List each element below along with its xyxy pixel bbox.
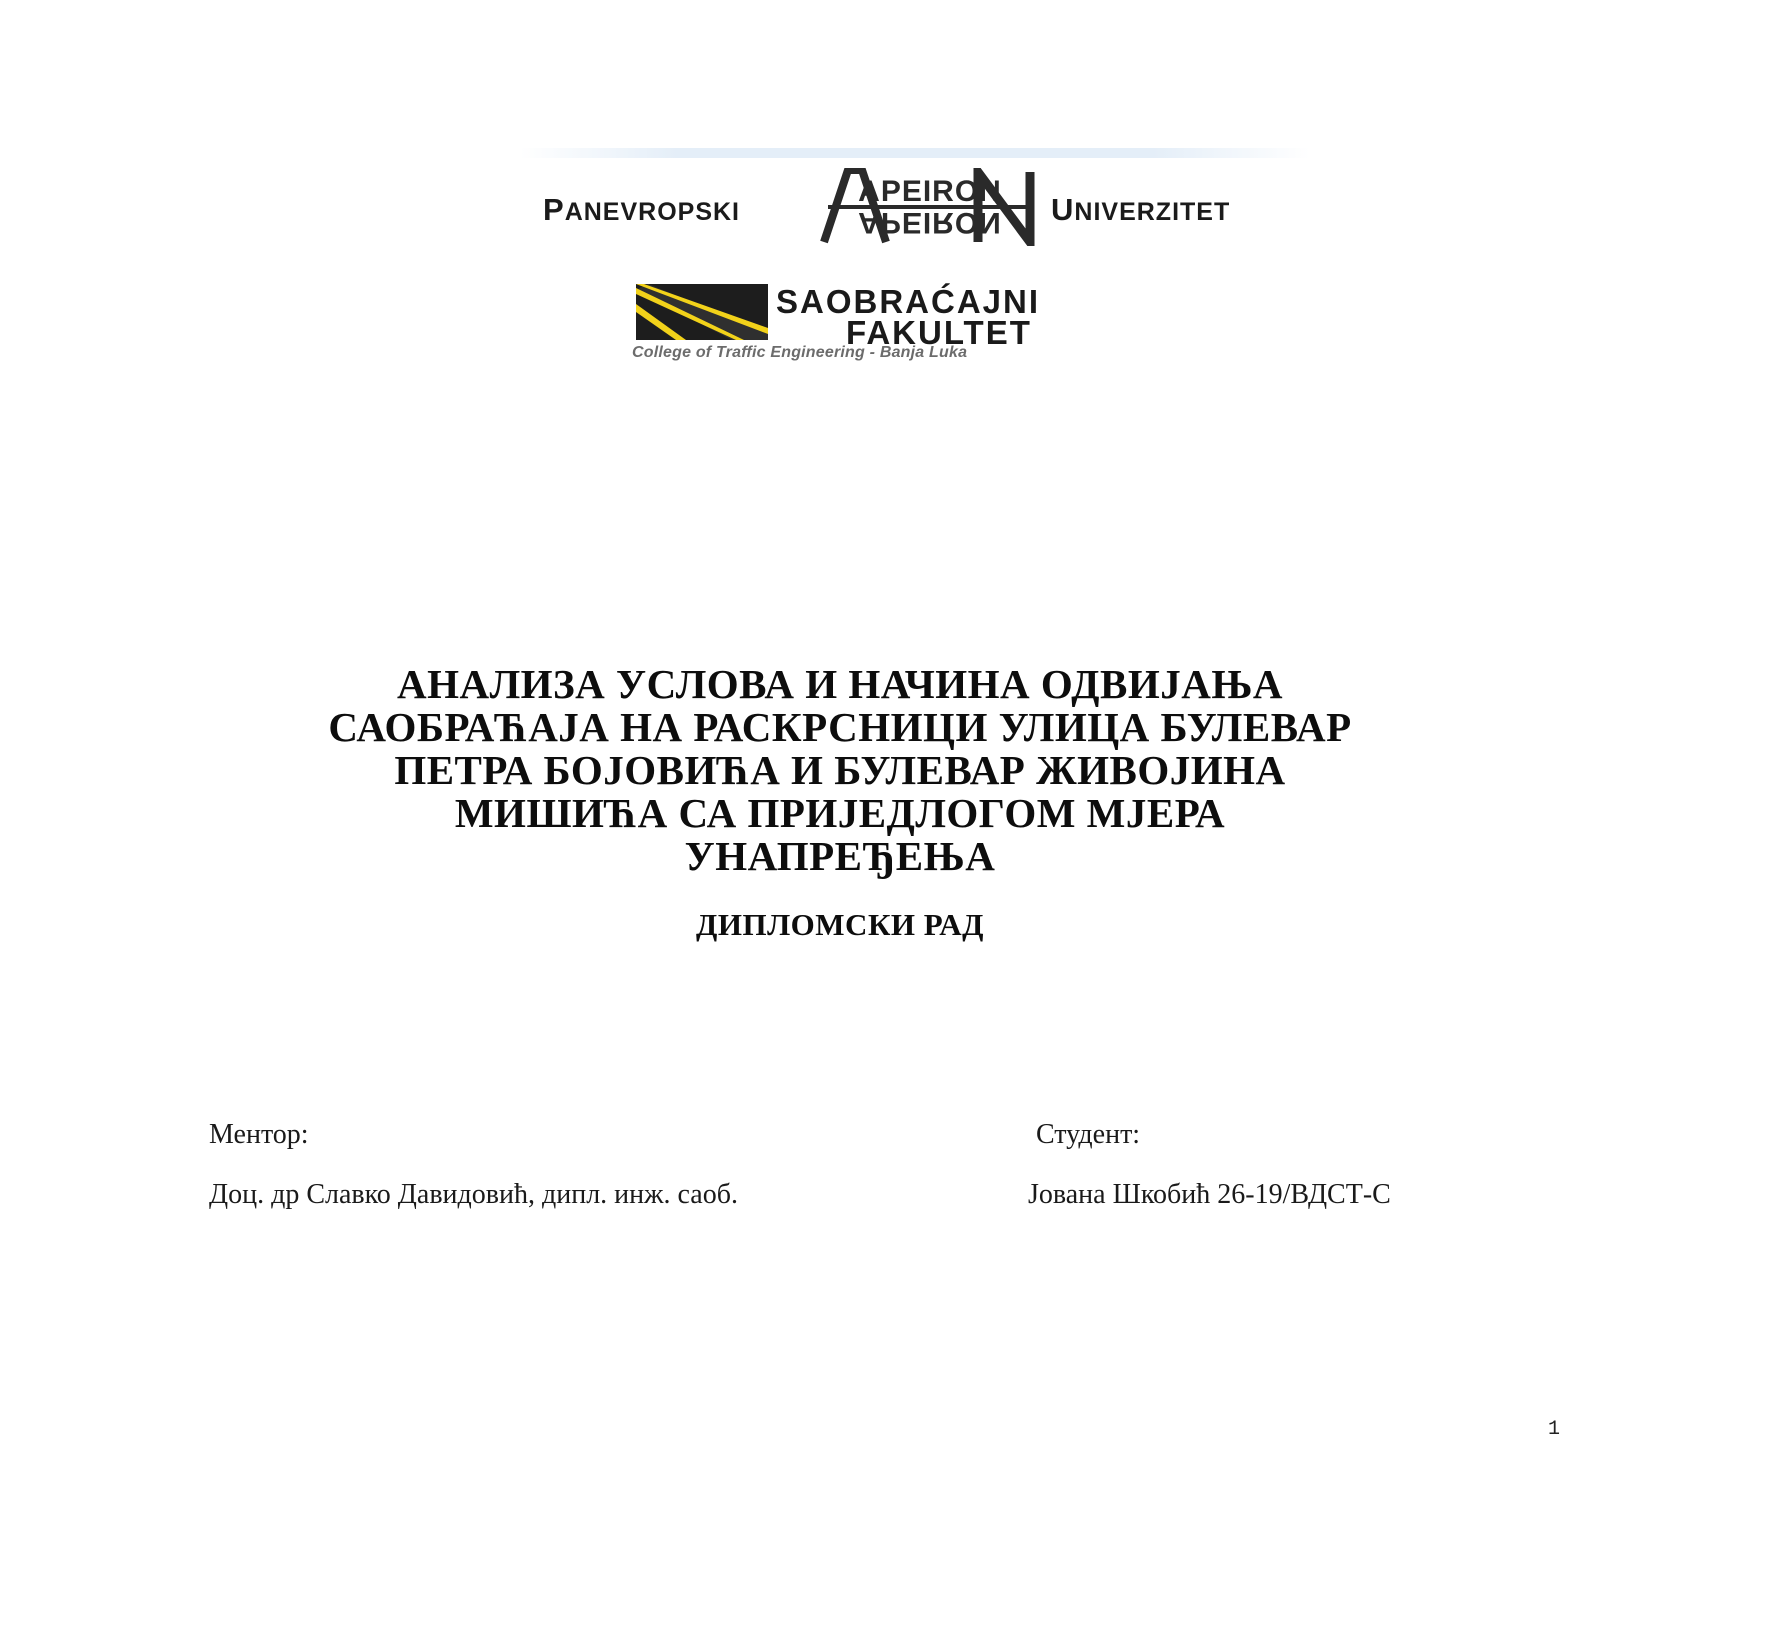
faculty-name-line-2: FAKULTET xyxy=(846,314,1032,351)
faculty-name-line-1: SAOBRAĆAJNI xyxy=(776,283,1041,320)
university-name-left-rest: ANEVROPSKI xyxy=(564,198,740,226)
thesis-title xyxy=(160,663,1520,878)
student-label: Студент: xyxy=(1036,1119,1141,1150)
faculty-road-mark xyxy=(636,284,768,340)
university-name-left xyxy=(543,194,740,225)
university-logo xyxy=(520,148,1310,258)
mentor-label: Ментор: xyxy=(209,1119,309,1150)
apeiron-logo xyxy=(818,168,1043,246)
thesis-title-line-4: МИШИЋА СА ПРИЈЕДЛОГОМ МЈЕРА xyxy=(454,790,1226,836)
logo-top-fade xyxy=(520,148,1310,158)
page-number: 1 xyxy=(1548,1418,1561,1441)
thesis-title-line-2: САОБРАЋАЈА НА РАСКРСНИЦИ УЛИЦА БУЛЕВАР xyxy=(328,704,1352,750)
university-name-right-initial: U xyxy=(1051,192,1075,227)
apeiron-mirror-group xyxy=(858,206,1002,239)
faculty-logo xyxy=(630,282,1150,364)
thesis-title-line-5: УНАПРЕЂЕЊА xyxy=(684,833,996,879)
university-name-right xyxy=(1051,194,1230,225)
mentor-name: Доц. др Славко Давидовић, дипл. инж. саоб. xyxy=(209,1179,738,1210)
document-type: ДИПЛОМСКИ РАД xyxy=(696,907,984,942)
thesis-title-line-3: ПЕТРА БОЈОВИЋА И БУЛЕВАР ЖИВОЈИНА xyxy=(394,747,1286,793)
student-name: Јована Шкобић 26-19/ВДСТ-С xyxy=(1028,1179,1391,1210)
university-name-right-rest: NIVERZITET xyxy=(1074,198,1231,226)
apeiron-logo-graphic xyxy=(818,168,1043,246)
university-name-left-initial: P xyxy=(543,192,565,227)
faculty-road-graphic xyxy=(636,284,768,340)
thesis-title-line-1: АНАЛИЗА УСЛОВА И НАЧИНА ОДВИЈАЊА xyxy=(396,661,1284,707)
apeiron-wordmark: APEIRON xyxy=(858,175,1002,208)
faculty-subtitle: College of Traffic Engineering - Banja Luka xyxy=(632,344,968,361)
apeiron-wordmark-mirrored: APEIRON xyxy=(858,206,1002,239)
